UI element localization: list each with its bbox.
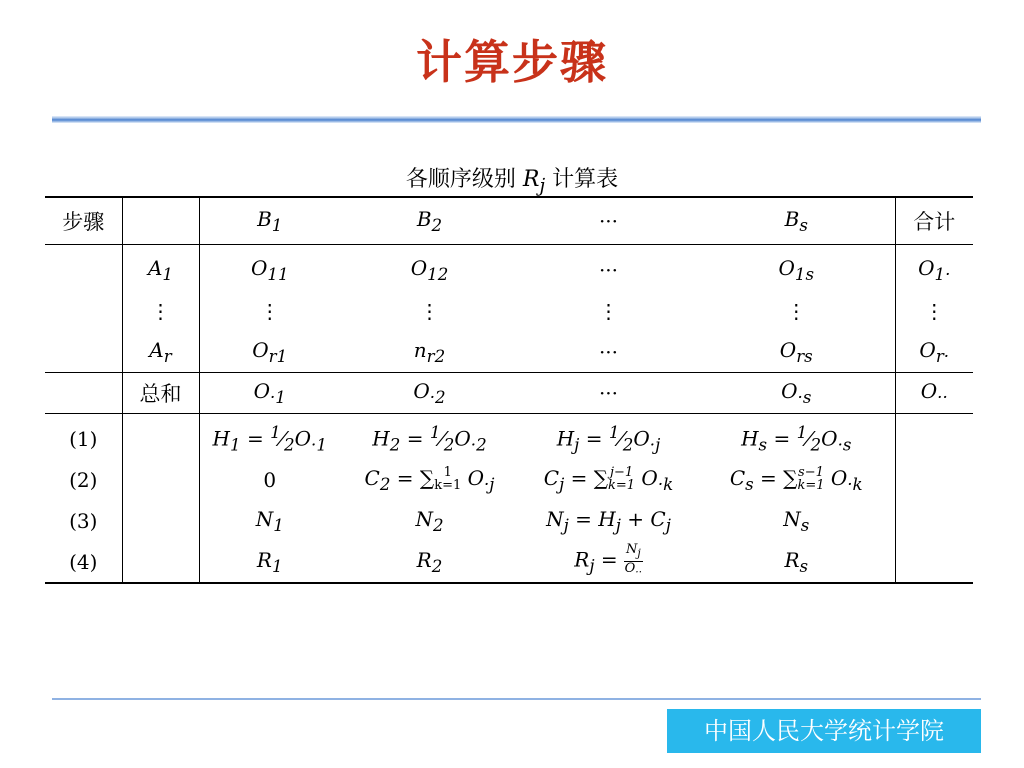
table-cell: $n_{r2}$: [413, 337, 446, 366]
formula-cell: $R_j$ = $\frac{N_j}{O_{\cdot\cdot}}$: [519, 541, 698, 583]
table-cell: ⋮: [924, 298, 945, 323]
table-cell: [122, 500, 199, 541]
table-cell: [895, 500, 973, 541]
table-cell: [122, 541, 199, 583]
caption-suffix: 计算表: [552, 167, 619, 192]
formula-cell: $H_s$ = $^1⁄_2O_{\cdot s}$: [698, 414, 895, 460]
formula-cell: $C_j$ = ∑ j−1 k=1 $O_{\cdot k}$: [543, 465, 674, 494]
table-cell: $O_{r1}$: [252, 337, 288, 366]
formula-cell: $H_2$ = $^1⁄_2O_{\cdot 2}$: [372, 422, 487, 455]
header-cell: 步骤: [45, 197, 122, 245]
table-cell: [895, 414, 973, 460]
step-label: (3): [45, 500, 122, 541]
formula-cell: $R_2$: [340, 541, 519, 583]
formula-cell: $H_1$ = $^1⁄_2O_{\cdot 1}$: [212, 422, 327, 455]
slide-title: 计算步骤: [416, 35, 608, 89]
table-cell: [45, 245, 122, 291]
table-cell: [895, 459, 973, 500]
table-cell: ⋮: [698, 290, 895, 331]
table-cell: [45, 373, 122, 414]
header-cell: ···: [519, 197, 698, 245]
table-cell: $O_{\cdot s}$: [698, 373, 895, 414]
table-header-row: [45, 197, 973, 245]
caption-symbol: $R_j$: [522, 167, 546, 197]
header-cell: $B_s$: [698, 197, 895, 245]
table-cell: ···: [519, 373, 698, 414]
table-cell: $A_r$: [122, 331, 199, 373]
table-cell: $O_{1\cdot}$: [918, 255, 951, 284]
table-cell: $O_{12}$: [410, 255, 449, 284]
table-cell: [895, 541, 973, 583]
table-row: [45, 459, 973, 500]
caption-text: 各顺序级别: [405, 167, 516, 192]
table-cell: $A_1$: [122, 245, 199, 291]
table-cell: $O_{\cdot 1}$: [199, 373, 340, 414]
table-cell: ···: [598, 339, 619, 364]
formula-cell: $R_s$: [698, 541, 895, 583]
table-row: [45, 541, 973, 583]
formula-cell: $N_1$: [255, 506, 284, 535]
title-divider: [52, 116, 981, 123]
footer-label: 中国人民大学统计学院: [667, 709, 981, 753]
formula-cell: $C_2$ = ∑ 1 k=1 $O_{\cdot j}$: [364, 465, 495, 494]
step-label: (1): [45, 414, 122, 460]
header-cell: $B_1$: [199, 197, 340, 245]
footer-divider: [52, 698, 981, 700]
table-cell: ···: [598, 257, 619, 282]
table-row: [45, 414, 973, 460]
formula-cell: $H_j$ = $^1⁄_2O_{\cdot j}$: [556, 422, 661, 455]
table-cell: $O_{\cdot 2}$: [340, 373, 519, 414]
formula-cell: 0: [263, 467, 277, 492]
table-caption: [0, 162, 1024, 196]
table-cell: 总和: [122, 373, 199, 414]
table-cell: [122, 414, 199, 460]
table-row: [45, 500, 973, 541]
table-cell: $O_{r\cdot}$: [919, 337, 950, 366]
table-row: [45, 245, 973, 291]
formula-cell: $R_1$: [199, 541, 340, 583]
formula-cell: $N_s$: [698, 500, 895, 541]
table-row: [45, 290, 973, 331]
table-cell: $O_{\cdot\cdot}$: [895, 373, 973, 414]
formula-cell: $C_s$ = ∑ s−1 k=1 $O_{\cdot k}$: [698, 459, 895, 500]
table-cell: [45, 290, 122, 331]
table-cell: ⋮: [259, 298, 280, 323]
table-row: [45, 331, 973, 373]
rank-calculation-table: [45, 196, 973, 584]
header-cell: $B_2$: [340, 197, 519, 245]
header-cell: [122, 197, 199, 245]
step-label: (2): [45, 459, 122, 500]
table-cell: [45, 331, 122, 373]
step-label: (4): [45, 541, 122, 583]
table-cell: ⋮: [419, 298, 440, 323]
table-cell: $O_{1s}$: [698, 245, 895, 291]
sum-row: [45, 373, 973, 414]
table-cell: $O_{11}$: [250, 255, 289, 284]
formula-cell: $N_2$: [415, 506, 444, 535]
header-cell: 合计: [895, 197, 973, 245]
table-cell: ⋮: [122, 290, 199, 331]
formula-cell: $N_j = H_j + C_j$: [546, 506, 671, 535]
table-cell: [122, 459, 199, 500]
table-cell: ⋮: [598, 298, 619, 323]
table-cell: $O_{rs}$: [698, 331, 895, 373]
